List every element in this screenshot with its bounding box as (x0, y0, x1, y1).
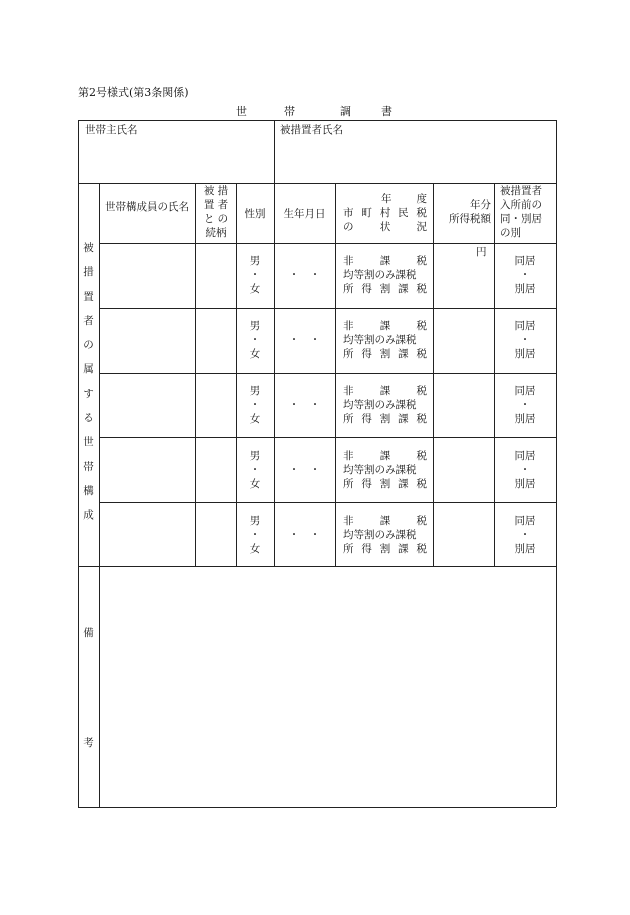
residence-options: 同居 ・ 別居 (514, 450, 536, 490)
residence-options: 同居 ・ 別居 (514, 385, 536, 425)
sex-options: 男 ・ 女 (249, 320, 261, 360)
birthdate-placeholder: ・ ・ (288, 464, 321, 476)
remarks-label-second: 考 (83, 737, 94, 749)
tax-status-header: 年 度 市 町 村 民 税 の 状 況 (343, 193, 427, 233)
relation-header: 被 措 置 者 と の 続柄 (203, 185, 229, 239)
tax-status-options: 非 課 税 均等割のみ課税 所 得 割 課 税 (343, 515, 427, 555)
birthdate-placeholder: ・ ・ (288, 529, 321, 541)
member-name-header: 世帯構成員の氏名 (105, 201, 189, 213)
birthdate-placeholder: ・ ・ (288, 334, 321, 346)
title-char: 書 (381, 105, 392, 118)
income-tax-header: 年分 所得税額 (449, 199, 491, 225)
residence-options: 同居 ・ 別居 (514, 255, 536, 295)
residence-options: 同居 ・ 別居 (514, 320, 536, 360)
birthdate-placeholder: ・ ・ (288, 269, 321, 281)
yen-unit: 円 (476, 246, 487, 258)
tax-status-options: 非 課 税 均等割のみ課税 所 得 割 課 税 (343, 255, 427, 295)
birthdate-placeholder: ・ ・ (288, 399, 321, 411)
title-char: 世 (236, 105, 247, 118)
form-number: 第2号様式(第3条関係) (78, 86, 189, 99)
tax-status-options: 非 課 税 均等割のみ課税 所 得 割 課 税 (343, 385, 427, 425)
title-char: 帯 (284, 105, 295, 118)
remarks-area[interactable] (100, 567, 555, 806)
household-composition-side-label: 被 措 置 者 の 属 す る 世 帯 構 成 (83, 242, 94, 522)
sex-options: 男 ・ 女 (249, 515, 261, 555)
tax-status-options: 非 課 税 均等割のみ課税 所 得 割 課 税 (343, 450, 427, 490)
residence-options: 同居 ・ 別居 (514, 515, 536, 555)
tax-status-options: 非 課 税 均等割のみ課税 所 得 割 課 税 (343, 320, 427, 360)
birthdate-header: 生年月日 (283, 208, 326, 220)
placed-person-label: 被措置者氏名 (280, 124, 343, 136)
title-char: 調 (340, 105, 351, 118)
sex-options: 男 ・ 女 (249, 385, 261, 425)
sex-options: 男 ・ 女 (249, 450, 261, 490)
residence-header: 被措置者 入所前の 同・別居 の別 (500, 185, 542, 239)
sex-options: 男 ・ 女 (249, 255, 261, 295)
remarks-label-first: 備 (83, 627, 94, 639)
sex-header: 性別 (244, 208, 266, 220)
head-of-household-label: 世帯主氏名 (85, 124, 138, 136)
